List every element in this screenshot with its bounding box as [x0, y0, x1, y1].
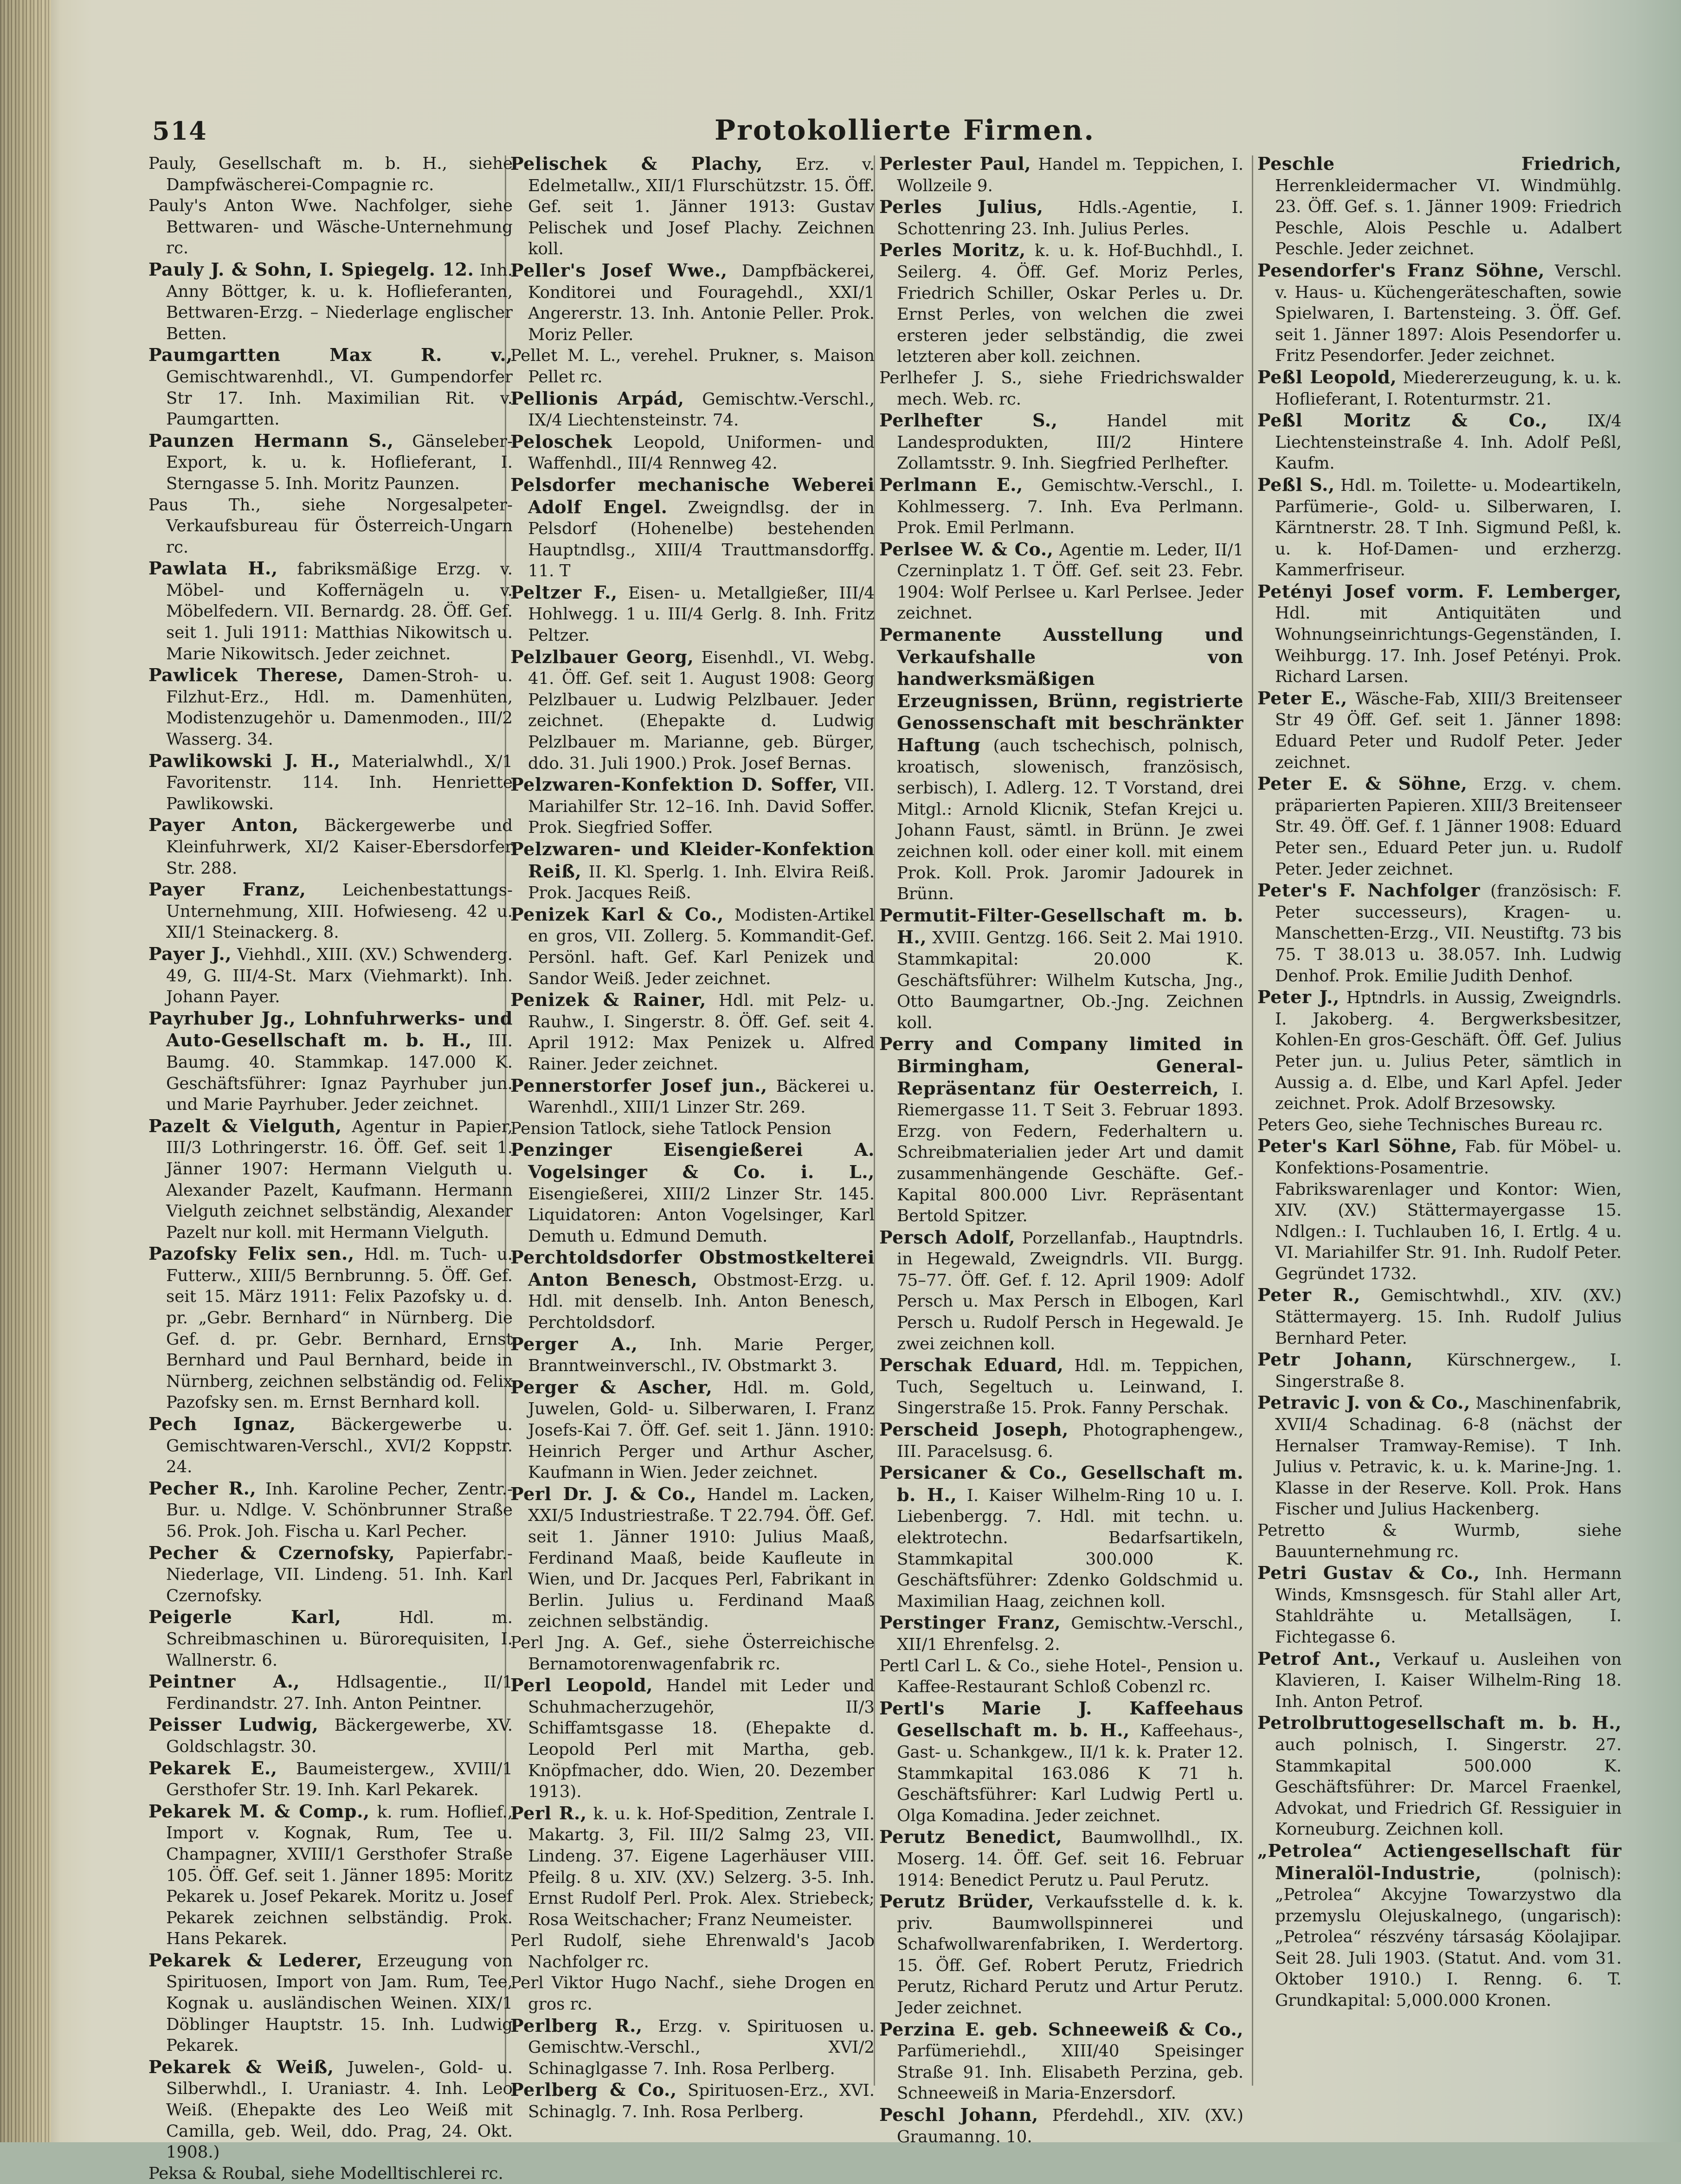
firm-details: VII. Mariahilfer Str. 12–16. Inh. David Soffer. Prok. Siegfried Soffer.: [528, 776, 875, 838]
firm-details: Eisen- u. Metallgießer, III/4 Hohlwegg. 1 u. III/4 Gerlg. 8. Inh. Fritz Peltzer.: [528, 583, 875, 645]
firm-name: Perchtoldsdorfer Obstmostkelterei Anton Benesch,: [510, 1247, 875, 1290]
firm-details: Hdl. m. Schreibmaschinen u. Bürorequisiten, I. Wallnerstr. 6.: [166, 1608, 513, 1670]
firm-entry: [879, 1419, 1243, 1462]
firm-entry: [510, 582, 875, 646]
firm-entry: [510, 1632, 875, 1675]
firm-entry: [510, 431, 875, 474]
firm-details: IX/4 Liechtensteinstraße 4. Inh. Adolf Peßl, Kaufm.: [1275, 412, 1622, 473]
firm-entry: [1257, 367, 1622, 410]
firm-details: Wäsche-Fab, XIII/3 Breitenseer Str 49 Öff. Gef. seit 1. Jänner 1898: Eduard Peter und Rudolf Peter. Jeder zeichnet.: [1275, 689, 1622, 772]
firm-name: Pelzwaren- und Kleider-Konfektion Reiß,: [510, 838, 875, 882]
firm-details: Papierfabr.-Niederlage, VII. Lindeng. 51. Inh. Karl Czernofsky.: [166, 1544, 513, 1605]
firm-name: Persch Adolf,: [879, 1226, 1016, 1248]
firm-details: Damen-Stroh- u. Filzhut-Erz., Hdl. m. Damenhüten, Modistenzugehör u. Damenmoden., III/2 Wasserg. 34.: [166, 666, 513, 749]
firm-entry: [1257, 1349, 1622, 1392]
firm-details: Photographengew., III. Paracelsusg. 6.: [897, 1421, 1243, 1461]
firm-entry: [510, 1483, 875, 1632]
firm-name: Perschak Eduard,: [879, 1354, 1064, 1376]
firm-details: Hdl. mit Antiquitäten und Wohnungseinrichtungs-Gegenständen, I. Weihburgg. 17. Inh. Josef Petényi. Prok. Richard Larsen.: [1275, 604, 1622, 687]
firm-entry: [1257, 1648, 1622, 1713]
firm-name: Pennerstorfer Josef jun.,: [510, 1075, 767, 1096]
firm-details: k. u. k. Hof-Buchhdl., I. Seilerg. 4. Öff. Gef. Moriz Perles, Friedrich Schiller, Oskar Perles u. Dr. Ernst Perles, von welchen die zwei ersteren jeder selbständig, die zwei letzteren aber koll. zeichnen.: [897, 241, 1243, 367]
firm-entry: [510, 2079, 875, 2122]
firm-name: Pecher R.,: [148, 1477, 257, 1499]
firm-name: Peter E. & Söhne,: [1257, 773, 1468, 794]
firm-entry: [510, 904, 875, 989]
firm-entry: [148, 2056, 513, 2163]
firm-name: Penizek Karl & Co.,: [510, 903, 724, 925]
firm-entry: [148, 1671, 513, 1714]
firm-entry: [510, 1247, 875, 1333]
page-title: Protokollierte Firmen.: [715, 114, 1095, 147]
firm-details: I. Kaiser Wilhelm-Ring 10 u. I. Liebenbergg. 7. Hdl. mit techn. u. elektrotechn. Bedarfsartikeln, Stammkapital 300.000 K. Geschäftsführer: Zdenko Goldschmid u. Maximilian Haag, zeichnen koll.: [897, 1486, 1243, 1611]
firm-name: Pekarek & Lederer,: [148, 1949, 363, 1971]
firm-details: Perlhefer J. S., siehe Friedrichswalder mech. Web. rc.: [879, 368, 1243, 409]
firm-entry: [510, 1075, 875, 1118]
directory-column-2: [510, 153, 875, 2122]
firm-details: Bäckergewerbe und Kleinfuhrwerk, XI/2 Kaiser-Ebersdorfer Str. 288.: [166, 816, 513, 878]
firm-entry: [148, 344, 513, 430]
directory-column-1: [148, 153, 513, 2183]
firm-name: Pekarek E.,: [148, 1757, 277, 1778]
firm-entry: [879, 1227, 1243, 1355]
firm-name: Payrhuber Jg., Lohnfuhrwerks- und Auto-Gesellschaft m. b. H.,: [148, 1007, 513, 1051]
firm-name: Perstinger Franz,: [879, 1612, 1061, 1633]
firm-entry: [879, 1891, 1243, 2019]
firm-entry: [1257, 1520, 1622, 1562]
firm-entry: [148, 1243, 513, 1413]
firm-entry: [879, 539, 1243, 624]
firm-details: Inh. Marie Perger, Branntweinverschl., IV. Obstmarkt 3.: [528, 1335, 875, 1376]
firm-details: Leichenbestattungs-Unternehmung, XIII. Hofwieseng. 42 u. XII/1 Steinackerg. 8.: [166, 881, 513, 942]
firm-name: Paumgartten Max R. v.,: [148, 344, 513, 366]
firm-details: III. Baumg. 40. Stammkap. 147.000 K. Geschäftsführer: Ignaz Payrhuber jun. und Marie Payrhuber. Jeder zeichnet.: [166, 1031, 513, 1115]
firm-name: Perger A.,: [510, 1333, 638, 1354]
firm-details: Peters Geo, siehe Technisches Bureau rc.: [1257, 1115, 1603, 1134]
firm-name: Petri Gustav & Co.,: [1257, 1562, 1480, 1584]
firm-details: Perl Rudolf, siehe Ehrenwald's Jacob Nachfolger rc.: [510, 1931, 875, 1971]
firm-details: Eisenhdl., VI. Webg. 41. Öff. Gef. seit 1. August 1908: Georg Pelzlbauer u. Ludwig Pelzlbauer. Jeder zeichnet. (Ehepakte d. Ludwig Pelzlbauer m. Marianne, geb. Bürger, ddo. 31. Juli 1900.) Prok. Josef Bernas.: [528, 648, 875, 773]
firm-entry: [510, 1118, 875, 1140]
firm-details: Bäckergewerbe u. Gemischtwaren-Verschl., XVI/2 Koppstr. 24.: [166, 1415, 513, 1477]
firm-name: Pelsdorfer mechanische Weberei Adolf Engel.: [510, 474, 875, 517]
firm-details: Hdl. mit Pelz- u. Rauhw., I. Singerstr. 8. Öff. Gef. seit 4. April 1912: Max Penizek u. Alfred Rainer. Jeder zeichnet.: [528, 991, 875, 1074]
firm-details: Bäckerei u. Warenhdl., XIII/1 Linzer Str. 269.: [528, 1076, 875, 1117]
firm-entry: [510, 260, 875, 345]
firm-name: Perlsee W. & Co.,: [879, 538, 1054, 560]
firm-entry: [1257, 1712, 1622, 1840]
firm-name: Perger & Ascher,: [510, 1376, 713, 1398]
firm-entry: [148, 1606, 513, 1671]
firm-entry: [148, 1950, 513, 2056]
firm-entry: [510, 1334, 875, 1377]
firm-details: Baumeistergew., XVIII/1 Gersthofer Str. 19. Inh. Karl Pekarek.: [166, 1759, 513, 1800]
firm-details: fabriksmäßige Erzg. v. Möbel- und Koffernägeln u. v. Möbelfedern. VII. Bernardg. 28. Öff. Gef. seit 1. Juli 1911: Matthias Nikowitsch u. Marie Nikowitsch. Jeder zeichnet.: [166, 560, 513, 664]
firm-details: Gemischtwhdl., XIV. (XV.) Stättermayerg. 15. Inh. Rudolf Julius Bernhard Peter.: [1275, 1286, 1622, 1348]
firm-entry: [148, 1714, 513, 1757]
firm-details: Gemischtw.-Verschl., XII/1 Ehrenfelsg. 2.: [897, 1614, 1243, 1654]
firm-details: Pferdehdl., XIV. (XV.) Graumanng. 10.: [897, 2106, 1243, 2146]
firm-entry: [510, 1139, 875, 1247]
firm-entry: [510, 646, 875, 774]
firm-name: Pecher & Czernofsky,: [148, 1542, 395, 1563]
firm-details: (französisch: F. Peter successeurs), Kragen- u. Manschetten-Erzg., VII. Neustiftg. 73 bis 75. T 38.013 u. 38.057. Inh. Ludwig Denhof. Prok. Emilie Judith Denhof.: [1275, 882, 1622, 986]
firm-details: Pertl Carl L. & Co., siehe Hotel-, Pension u. Kaffee-Restaurant Schloß Cobenzl rc.: [879, 1656, 1243, 1697]
firm-entry: [1257, 688, 1622, 773]
firm-name: Peßl Leopold,: [1257, 366, 1397, 387]
firm-details: Leopold, Uniformen- und Waffenhdl., III/4 Rennweg 42.: [528, 432, 875, 473]
firm-name: Payer J.,: [148, 943, 232, 964]
firm-entry: [510, 1675, 875, 1803]
firm-details: Erz. v. Edelmetallw., XII/1 Flurschützstr. 15. Öff. Gef. seit 1. Jänner 1913: Gustav Pelischek und Josef Plachy. Zeichnen koll.: [528, 155, 875, 259]
firm-name: Penzinger Eisengießerei A. Vogelsinger & Co. i. L.,: [510, 1139, 875, 1182]
firm-details: (polnisch): „Petrolea“ Akcyjne Towarzystwo dla przemyslu Olejuskalnego, (ungarisch): „Petrolea“ részvény társaság Köolajipar. Seit 28. Juli 1903. (Statut. And. vom 31. Oktober 1910.) I. Renng. 6. T. Grundkapital: 5,000.000 Kronen.: [1275, 1864, 1622, 2010]
firm-details: Juwelen-, Gold- u. Silberwhdl., I. Uraniastr. 4. Inh. Leo Weiß. (Ehepakte des Leo Weiß mit Camilla, geb. Weil, ddo. Prag, 24. Okt. 1908.): [166, 2058, 513, 2162]
firm-entry: [1257, 1562, 1622, 1648]
firm-details: Handel m. Lacken, XXI/5 Industriestraße. T 22.794. Öff. Gef. seit 1. Jänner 1910: Julius Maaß, Ferdinand Maaß, beide Kaufleute in Wien, und Dr. Jacques Perl, Fabrikant in Berlin. Julius u. Ferdinand Maaß zeichnen selbständig.: [528, 1485, 875, 1631]
firm-entry: [1257, 260, 1622, 367]
firm-details: Pension Tatlock, siehe Tatlock Pension: [510, 1119, 831, 1138]
firm-name: Peßl Moritz & Co.,: [1257, 410, 1548, 431]
firm-name: Pauly J. & Sohn, I. Spiegelg. 12.: [148, 258, 474, 280]
firm-entry: [148, 750, 513, 815]
firm-name: Payer Anton,: [148, 814, 299, 836]
firm-entry: [879, 1354, 1243, 1419]
firm-details: Erzg. v. Spirituosen u. Gemischtw.-Verschl., XVI/2 Schinaglgasse 7. Inh. Rosa Perlberg.: [528, 2016, 875, 2078]
firm-details: Handel mit Landesprodukten, III/2 Hintere Zollamtsstr. 9. Inh. Siegfried Perlhefter.: [897, 412, 1243, 473]
firm-entry: [510, 345, 875, 387]
firm-entry: [148, 1478, 513, 1542]
firm-entry: [1257, 880, 1622, 986]
firm-entry: [510, 774, 875, 838]
firm-name: Pawlicek Therese,: [148, 664, 344, 686]
firm-details: II. Kl. Sperlg. 1. Inh. Elvira Reiß. Prok. Jacques Reiß.: [528, 862, 875, 903]
firm-name: Perutz Brüder,: [879, 1891, 1035, 1912]
firm-name: Peter's F. Nachfolger: [1257, 880, 1481, 901]
firm-entry: [148, 1008, 513, 1115]
firm-details: Herrenkleidermacher VI. Windmühlg. 23. Öff. Gef. s. 1. Jänner 1909: Friedrich Peschle, Alois Peschle u. Adalbert Peschle. Jeder zeichnet.: [1275, 176, 1622, 259]
firm-name: Payer Franz,: [148, 879, 306, 900]
firm-name: Permutit-Filter-Gesellschaft m. b. H.,: [879, 904, 1243, 948]
firm-details: Erzeugung von Spirituosen, Import von Jam. Rum, Tee, Kognak u. ausländischen Weinen. XIX/1 Döblinger Hauptstr. 15. Inh. Ludwig Pekarek.: [166, 1951, 513, 2055]
firm-name: Peter E.,: [1257, 687, 1347, 709]
firm-entry: [1257, 1135, 1622, 1284]
firm-name: Perl Leopold,: [510, 1675, 653, 1696]
firm-entry: [148, 1413, 513, 1478]
firm-entry: [148, 195, 513, 259]
firm-entry: [148, 558, 513, 664]
firm-entry: [879, 1033, 1243, 1226]
firm-details: Gemischtw.-Verschl., IX/4 Liechtensteinstr. 74.: [528, 389, 875, 430]
firm-name: Peloschek: [510, 431, 612, 452]
firm-entry: [148, 2163, 513, 2184]
firm-details: Handel m. Teppichen, I. Wollzeile 9.: [897, 155, 1243, 195]
firm-entry: [879, 905, 1243, 1034]
firm-name: Perscheid Joseph,: [879, 1419, 1069, 1440]
firm-details: Pauly's Anton Wwe. Nachfolger, siehe Bettwaren- und Wäsche-Unternehmung rc.: [148, 196, 513, 258]
firm-details: Agentie m. Leder, II/1 Czerninplatz 1. T Öff. Gef. seit 23. Febr. 1904: Wolf Perlsee u. Karl Perlsee. Jeder zeichnet.: [897, 540, 1243, 623]
firm-name: Peter's Karl Söhne,: [1257, 1135, 1458, 1157]
firm-details: Agentur in Papier, III/3 Lothringerstr. 16. Öff. Gef. seit 1. Jänner 1907: Hermann Vielguth u. Alexander Pazelt, Kaufmann. Hermann Vielguth zeichnet selbständig, Alexander Pazelt nur koll. mit Hermann Vielguth.: [166, 1117, 513, 1242]
firm-details: Zweigndlsg. der in Pelsdorf (Hohenelbe) bestehenden Hauptndlsg., XIII/4 Trauttmansdorffg. 11. T: [528, 498, 875, 581]
firm-name: Petrof Ant.,: [1257, 1648, 1382, 1669]
firm-entry: [879, 367, 1243, 410]
firm-name: Pekarek & Weiß,: [148, 2056, 334, 2077]
page-header: [139, 116, 1299, 148]
firm-details: Paus Th., siehe Norgesalpeter-Verkaufsbureau für Österreich-Ungarn rc.: [148, 495, 513, 557]
firm-entry: [148, 1758, 513, 1801]
firm-name: Perlberg R.,: [510, 2015, 643, 2036]
firm-details: I. Riemergasse 11. T Seit 3. Februar 1893. Erzg. von Federn, Federhaltern u. Schreibmaterialien jeder Art und damit zusammenhängende Geschäfte. Gef.-Kapital 800.000 Livr. Repräsentant Bertold Spitzer.: [897, 1079, 1243, 1226]
firm-entry: [148, 1801, 513, 1950]
firm-name: Peintner A.,: [148, 1671, 300, 1692]
firm-name: Pelischek & Plachy,: [510, 153, 763, 174]
firm-details: Modisten-Artikel en gros, VII. Zollerg. 5. Kommandit-Gef. Persönl. haft. Gef. Karl Penizek und Sandor Weiß. Jeder zeichnet.: [528, 905, 875, 988]
firm-details: Hdl. m. Tuch- u. Futterw., XIII/5 Bernbrunng. 5. Öff. Gef. seit 15. März 1911: Felix Pazofsky u. d. pr. „Gebr. Bernhard“ in Nürnberg. Die Gef. d. pr. Gebr. Bernhard, Ernst Bernhard und Paul Bernhard, beide in Nürnberg, zeichnen selbständig od. Felix Pazofsky sen. m. Ernst Bernhard koll.: [166, 1245, 513, 1412]
firm-entry: [510, 838, 875, 904]
firm-details: Erzg. v. chem. präparierten Papieren. XIII/3 Breitenseer Str. 49. Öff. Gef. f. 1 Jänner 1908: Eduard Peter sen., Eduard Peter jun. u. Rudolf Peter. Jeder zeichnet.: [1275, 775, 1622, 879]
firm-name: Perzina E. geb. Schneeweiß & Co.,: [879, 2018, 1243, 2040]
firm-details: k. rum. Hoflief., Import v. Kognak, Rum, Tee u. Champagner, XVIII/1 Gersthofer Straße 105. Öff. Gef. seit 1. Jänner 1895: Moritz Pekarek u. Josef Pekarek. Moritz u. Josef Pekarek zeichnen selbständig. Prok. Hans Pekarek.: [166, 1802, 513, 1949]
firm-name: Perlhefter S.,: [879, 410, 1058, 431]
firm-details: (auch tschechisch, polnisch, kroatisch, slowenisch, französisch, serbisch), I. Adlerg. 12. T Vorstand, drei Mitgl.: Arnold Klicnik, Stefan Krejci u. Johann Faust, sämtl. in Brünn. Je zwei zeichnen koll. oder einer koll. mit einem Prok. Koll. Prok. Jaromir Jadourek in Brünn.: [897, 736, 1243, 904]
firm-entry: [148, 259, 513, 344]
firm-name: Peltzer F.,: [510, 581, 618, 603]
firm-name: Petr Johann,: [1257, 1349, 1413, 1370]
firm-entry: [510, 2015, 875, 2080]
firm-name: Permanente Ausstellung und Verkaufshalle von handwerksmäßigen Erzeugnissen, Brünn, registrierte Genossenschaft mit beschränkter Haftung: [879, 624, 1243, 756]
firm-entry: [879, 196, 1243, 239]
firm-details: Handel mit Leder und Schuhmacherzugehör, II/3 Schiffamtsgasse 18. (Ehepakte d. Leopold Perl mit Martha, geb. Knöpfmacher, ddo. Wien, 20. Dezember 1913).: [528, 1676, 875, 1802]
firm-name: Petravic J. von & Co.,: [1257, 1392, 1470, 1413]
firm-details: Obstmost-Erzg. u. Hdl. mit denselb. Inh. Anton Benesch, Perchtoldsdorf.: [528, 1270, 875, 1333]
firm-entry: [148, 943, 513, 1008]
firm-entry: [1257, 153, 1622, 260]
firm-name: Perles Julius,: [879, 196, 1043, 218]
firm-details: Verkaufsstelle d. k. k. priv. Baumwollspinnerei und Schafwollwarenfabriken, I. Werdertorg. 15. Öff. Gef. Robert Perutz, Friedrich Perutz, Richard Perutz und Artur Perutz. Jeder zeichnet.: [897, 1893, 1244, 2018]
firm-name: Penizek & Rainer,: [510, 989, 707, 1011]
firm-entry: [1257, 410, 1622, 474]
firm-details: Verschl. v. Haus- u. Küchengeräteschaften, sowie Spielwaren, I. Bartensteing. 3. Öff. Gef. seit 1. Jänner 1897: Alois Pesendorfer u. Fritz Pesendorfer. Jeder zeichnet.: [1275, 261, 1622, 366]
firm-name: Pekarek M. & Comp.,: [148, 1800, 370, 1822]
firm-details: Perl Jng. A. Gef., siehe Österreichische Bernamotorenwagenfabrik rc.: [510, 1633, 875, 1674]
firm-entry: [879, 2104, 1243, 2147]
book-page-edges: [0, 0, 51, 2142]
firm-entry: [148, 664, 513, 750]
firm-name: Pech Ignaz,: [148, 1413, 296, 1435]
firm-entry: [148, 495, 513, 558]
firm-details: Spirituosen-Erz., XVI. Schinaglg. 7. Inh. Rosa Perlberg.: [528, 2081, 875, 2122]
firm-name: Pelzwaren-Konfektion D. Soffer,: [510, 774, 838, 795]
firm-details: Petretto & Wurmb, siehe Bauunternehmung rc.: [1257, 1521, 1622, 1561]
firm-name: Petrolbruttogesellschaft m. b. H.,: [1257, 1712, 1622, 1733]
firm-entry: [510, 1972, 875, 2015]
firm-details: Inh. Hermann Winds, Kmsnsgesch. für Stahl aller Art, Stahldrähte u. Metallsägen, I. Fichtegasse 6.: [1275, 1564, 1622, 1647]
firm-entry: [148, 879, 513, 943]
firm-name: Petényi Josef vorm. F. Lemberger,: [1257, 580, 1622, 602]
firm-name: Peter J.,: [1257, 986, 1340, 1008]
firm-details: Materialwhdl., X/1 Favoritenstr. 114. Inh. Henriette Pawlikowski.: [166, 752, 513, 813]
firm-name: Peßl S.,: [1257, 474, 1335, 495]
column-divider: [1252, 155, 1253, 2086]
firm-details: Eisengießerei, XIII/2 Linzer Str. 145. Liquidatoren: Anton Vogelsinger, Karl Demuth u. Edmund Demuth.: [528, 1184, 875, 1246]
firm-details: Porzellanfab., Hauptndrls. in Hegewald, Zweigndrls. VII. Burgg. 75–77. Öff. Gef. f. 12. April 1909: Adolf Persch u. Max Persch in Elbogen, Karl Persch u. Rudolf Persch in Hegewald. Je zwei zeichnen koll.: [897, 1228, 1243, 1353]
firm-entry: [510, 388, 875, 431]
firm-details: Dampfbäckerei, Konditorei und Fouragehdl., XXI/1 Angererstr. 13. Inh. Antonie Peller. Prok. Moriz Peller.: [528, 261, 875, 344]
firm-name: Perles Moritz,: [879, 239, 1026, 261]
firm-entry: [879, 1612, 1243, 1655]
firm-details: Hdl. m. Teppichen, Tuch, Segeltuch u. Leinwand, I. Singerstraße 15. Prok. Fanny Perschak.: [897, 1356, 1243, 1418]
firm-name: Perlester Paul,: [879, 153, 1031, 174]
directory-column-4: [1257, 153, 1622, 2102]
firm-details: Hdl. m. Toilette- u. Modeartikeln, Parfümerie-, Gold- u. Silberwaren, I. Kärntnerstr. 28. T Inh. Sigmund Peßl, k. u. k. Hof-Damen- und erzherzg. Kammerfriseur.: [1275, 476, 1622, 580]
firm-name: Perlmann E.,: [879, 474, 1023, 495]
firm-details: Perl Viktor Hugo Nachf., siehe Drogen en gros rc.: [510, 1973, 875, 2014]
firm-entry: [879, 474, 1243, 539]
firm-entry: [148, 814, 513, 879]
firm-name: Persicaner & Co., Gesellschaft m. b. H.,: [879, 1462, 1243, 1505]
firm-details: Gemischtw.-Verschl., I. Kohlmesserg. 7. Inh. Eva Perlmann. Prok. Emil Perlmann.: [897, 476, 1244, 538]
firm-details: XVIII. Gentzg. 166. Seit 2. Mai 1910. Stammkapital: 20.000 K. Geschäftsführer: Wilhelm Kutscha, Jng., Otto Baumgartner, Ob.-Jng. Zeichnen koll.: [897, 928, 1243, 1032]
firm-name: Pawlikowski J. H.,: [148, 750, 341, 771]
firm-details: Kürschnergew., I. Singerstraße 8.: [1275, 1351, 1622, 1391]
firm-entry: [1257, 1284, 1622, 1349]
firm-entry: [148, 1542, 513, 1607]
firm-entry: [1257, 1392, 1622, 1520]
firm-name: Pawlata H.,: [148, 558, 278, 579]
firm-entry: [1257, 1840, 1622, 2011]
firm-entry: [510, 153, 875, 260]
firm-details: Hdlsagentie., II/1 Ferdinandstr. 27. Inh. Anton Peintner.: [166, 1673, 513, 1713]
firm-details: Maschinenfabrik, XVII/4 Schadinag. 6-8 (nächst der Hernalser Tramway-Remise). T Inh. Julius v. Petravic, k. u. k. Marine-Jng. 1. Klasse in der Reserve. Koll. Prok. Hans Fischer und Julius Hackenberg.: [1275, 1394, 1622, 1519]
firm-details: Kaffeehaus-, Gast- u. Schankgew., II/1 k. k. Prater 12. Stammkapital 163.086 K 71 h. Geschäftsführer: Karl Ludwig Pertl u. Olga Komadina. Jeder zeichnet.: [897, 1721, 1243, 1825]
firm-entry: [879, 153, 1243, 196]
firm-entry: [510, 1930, 875, 1972]
firm-entry: [148, 153, 513, 195]
page-number: 514: [152, 116, 207, 146]
firm-name: Pertl's Marie J. Kaffeehaus Gesellschaft m. b. H.,: [879, 1697, 1243, 1741]
firm-entry: [1257, 474, 1622, 581]
firm-entry: [1257, 581, 1622, 688]
firm-details: Pellet M. L., verehel. Prukner, s. Maison Pellet rc.: [510, 346, 875, 387]
firm-details: Bäckergewerbe, XV. Goldschlagstr. 30.: [166, 1716, 513, 1756]
firm-details: Baumwollhdl., IX. Moserg. 14. Öff. Gef. seit 16. Februar 1914: Benedict Perutz u. Paul Perutz.: [897, 1828, 1243, 1890]
firm-name: Peisser Ludwig,: [148, 1714, 319, 1735]
firm-name: Pazelt & Vielguth,: [148, 1115, 342, 1136]
firm-details: Hdl. m. Gold, Juwelen, Gold- u. Silberwaren, I. Franz Josefs-Kai 7. Öff. Gef. seit 1. Jänn. 1910: Heinrich Perger und Arthur Ascher, Kaufmann in Wien. Jeder zeichnet.: [528, 1378, 875, 1482]
firm-entry: [879, 2019, 1243, 2104]
firm-entry: [1257, 986, 1622, 1115]
firm-details: Verkauf u. Ausleihen von Klavieren, I. Kaiser Wilhelm-Ring 18. Inh. Anton Petrof.: [1275, 1649, 1622, 1711]
firm-entry: [510, 1803, 875, 1931]
firm-details: Peksa & Roubal, siehe Modelltischlerei rc.: [148, 2164, 503, 2183]
firm-details: Hdls.-Agentie, I. Schottenring 23. Inh. Julius Perles.: [897, 198, 1243, 238]
firm-entry: [148, 430, 513, 495]
firm-name: Pellionis Arpád,: [510, 387, 684, 409]
firm-entry: [879, 410, 1243, 474]
firm-details: Miedererzeugung, k. u. k. Hoflieferant, I. Rotenturmstr. 21.: [1275, 368, 1622, 409]
firm-entry: [879, 1698, 1243, 1827]
firm-entry: [879, 1656, 1243, 1698]
firm-name: Pelzlbauer Georg,: [510, 646, 694, 667]
firm-details: Hptndrls. in Aussig, Zweigndrls. I. Jakoberg. 4. Bergwerksbesitzer, Kohlen-En gros-Geschäft. Öff. Gef. Julius Peter jun. u. Julius Peter, sämtlich in Aussig a. d. Elbe, und Karl Apfel. Jeder zeichnet. Prok. Adolf Brzesowsky.: [1275, 988, 1622, 1114]
firm-name: Perry and Company limited in Birmingham, General-Repräsentanz für Oesterreich,: [879, 1033, 1243, 1099]
firm-entry: [879, 239, 1243, 367]
firm-entry: [148, 1115, 513, 1243]
firm-details: auch polnisch, I. Singerstr. 27. Stammkapital 500.000 K. Geschäftsführer: Dr. Marcel Fraenkel, Advokat, und Friedrich Gf. Ressiguier in Korneuburg. Zeichnen koll.: [1275, 1735, 1622, 1839]
firm-details: Pauly, Gesellschaft m. b. H., siehe Dampfwäscherei-Compagnie rc.: [148, 154, 513, 194]
directory-column-3: [879, 153, 1244, 2146]
firm-name: Peter R.,: [1257, 1284, 1361, 1306]
firm-name: Paunzen Hermann S.,: [148, 430, 394, 451]
firm-name: „Petrolea“ Actiengesellschaft für Mineralöl-Industrie,: [1257, 1840, 1622, 1883]
firm-entry: [879, 1462, 1243, 1612]
firm-name: Pesendorfer's Franz Söhne,: [1257, 259, 1545, 281]
firm-details: Fab. für Möbel- u. Konfektions-Posamentrie. Fabrikswarenlager und Kontor: Wien, XIV. (XV.) Stättermayergasse 15. Ndlgen.: I. Tuchlauben 16, I. Ertlg. 4 u. VI. Mariahilfer Str. 91. Inh. Rudolf Peter. Gegründet 1732.: [1275, 1137, 1622, 1283]
firm-entry: [1257, 773, 1622, 880]
firm-details: Gänseleber-Export, k. u. k. Hoflieferant, I. Sterngasse 5. Inh. Moritz Paunzen.: [166, 432, 513, 493]
firm-details: k. u. k. Hof-Spedition, Zentrale I. Makartg. 3, Fil. III/2 Salmg 23, VII. Lindeng. 37. Eigene Lagerhäuser VIII. Pfeilg. 8 u. XIV. (XV.) Selzerg. 3-5. Inh. Ernst Rudolf Perl. Prok. Alex. Striebeck; Rosa Weitschacher; Franz Neumeister.: [528, 1804, 875, 1929]
firm-name: Perl R.,: [510, 1802, 587, 1823]
firm-entry: [879, 624, 1243, 905]
firm-entry: [510, 1377, 875, 1483]
firm-name: Peschle Friedrich,: [1257, 153, 1622, 174]
firm-entry: [1257, 1115, 1622, 1136]
firm-name: Peigerle Karl,: [148, 1606, 341, 1628]
firm-name: Perutz Benedict,: [879, 1826, 1063, 1848]
firm-details: Parfümeriehdl., XIII/40 Speisinger Straße 91. Inh. Elisabeth Perzina, geb. Schneeweiß in Maria-Enzersdorf.: [897, 2042, 1243, 2103]
firm-details: Inh. Anny Böttger, k. u. k. Hoflieferanten, Bettwaren-Erzg. – Niederlage englischer Betten.: [166, 260, 513, 343]
firm-name: Perl Dr. J. & Co.,: [510, 1483, 697, 1504]
firm-details: Inh. Karoline Pecher, Zentr.-Bur. u. Ndlge. V. Schönbrunner Straße 56. Prok. Joh. Fischa u. Karl Pecher.: [166, 1479, 513, 1541]
firm-name: Perlberg & Co.,: [510, 2079, 677, 2100]
firm-details: Viehhdl., XIII. (XV.) Schwenderg. 49, G. III/4-St. Marx (Viehmarkt). Inh. Johann Payer.: [166, 945, 513, 1007]
firm-name: Peller's Josef Wwe.,: [510, 259, 728, 281]
firm-name: Peschl Johann,: [879, 2104, 1038, 2126]
firm-entry: [510, 989, 875, 1075]
firm-name: Pazofsky Felix sen.,: [148, 1243, 354, 1264]
firm-entry: [879, 1826, 1243, 1891]
firm-entry: [510, 474, 875, 582]
firm-details: Gemischtwarenhdl., VI. Gumpendorfer Str 17. Inh. Maximilian Rit. v. Paumgartten.: [166, 367, 513, 429]
